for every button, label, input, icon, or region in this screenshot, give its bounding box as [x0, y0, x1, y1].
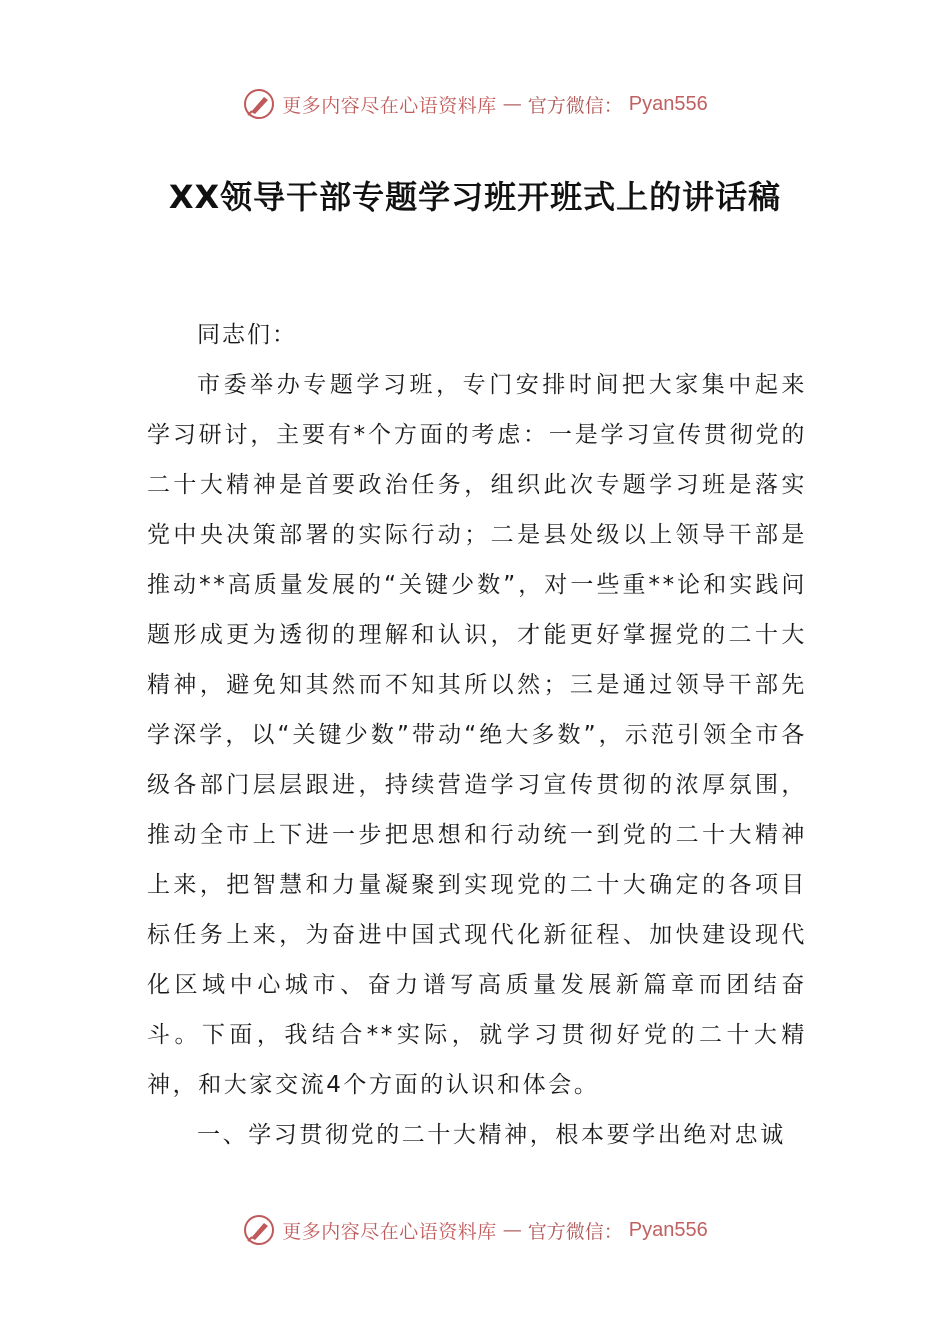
salutation: 同志们： — [197, 322, 297, 348]
watermark-dash: — — [502, 1219, 522, 1241]
watermark-header — [0, 84, 950, 124]
document-title: XX领导干部专题学习班开班式上的讲话稿 — [168, 178, 782, 216]
pen-nib-logo-icon — [242, 87, 276, 121]
pen-nib-logo-icon — [242, 1213, 276, 1247]
watermark-footer — [0, 1210, 950, 1250]
watermark-dash: — — [502, 93, 522, 115]
body-paragraph: 市委举办专题学习班，专门安排时间把大家集中起来学习研讨，主要有*个方面的考虑：一是学习宣传贯彻党的二十大精神是首要政治任务，组织此次专题学习班是落实党中央决策部署的实际行动；二是县处级以上领导干部是推动**高质量发展的“关键少数”，对一些重**论和实践问题形成更为透彻的理解和认识，才能更好掌握党的二十大精神，避免知其然而不知其所以然；三是通过领导干部先学深学，以“关键少数”带动“绝大多数”，示范引领全市各级各部门层层跟进，持续营造学习宣传贯彻的浓厚氛围，推动全市上下进一步把思想和行动统一到党的二十大精神上来，把智慧和力量凝聚到实现党的二十大确定的各项目标任务上来，为奋进中国式现代化新征程、加快建设现代化区域中心城市、奋力谱写高质量发展新篇章而团结奋斗。下面，我结合**实际，就学习贯彻好党的二十大精神，和大家交流4个方面的认识和体会。 — [147, 372, 807, 1098]
watermark-label: 官方微信： — [527, 94, 623, 117]
watermark-text: 更多内容尽在心语资料库 — [282, 1220, 497, 1243]
watermark-id: Pyan556 — [628, 92, 708, 115]
watermark-id: Pyan556 — [628, 1218, 708, 1241]
watermark-label: 官方微信： — [527, 1220, 623, 1243]
document-body — [147, 310, 807, 1160]
watermark-text: 更多内容尽在心语资料库 — [282, 94, 497, 117]
section-heading: 一、学习贯彻党的二十大精神，根本要学出绝对忠诚 — [197, 1122, 786, 1148]
